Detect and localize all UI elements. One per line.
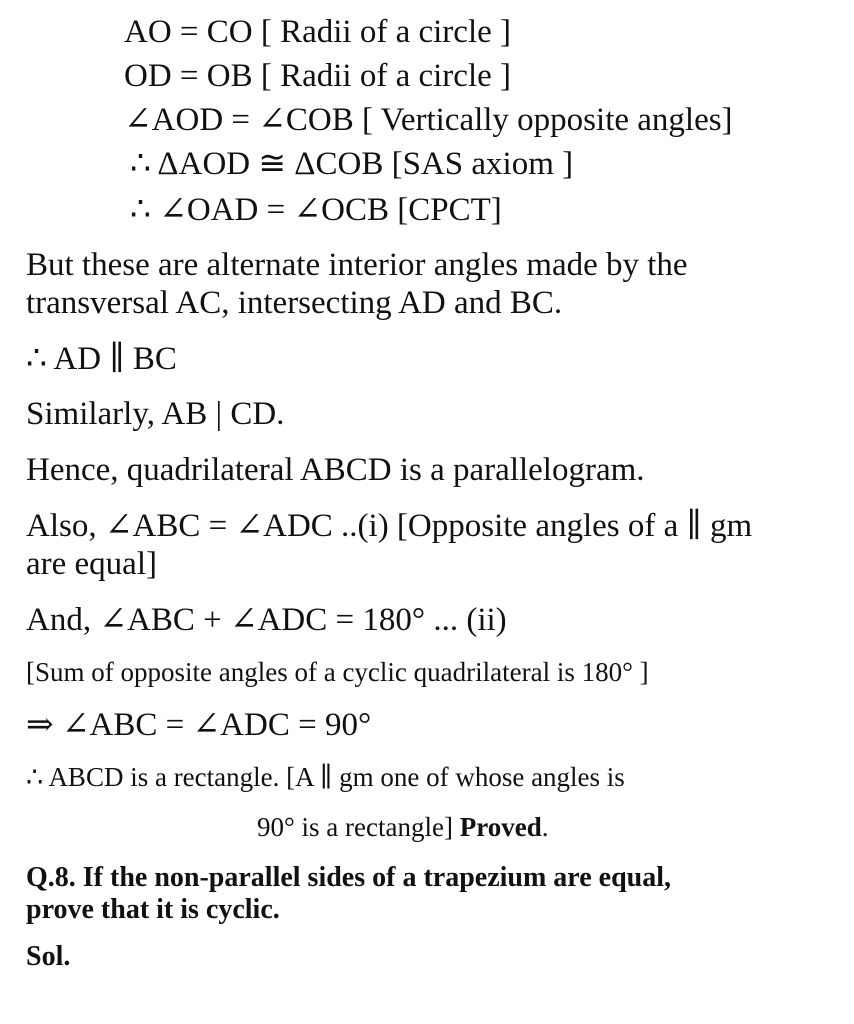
proof-step-3: ∠AOD = ∠COB [ Vertically opposite angles] [124, 102, 733, 138]
alternate-line-2: transversal AC, intersecting AD and BC. [26, 285, 563, 321]
alternate-line-1: But these are alternate interior angles made by the [26, 247, 688, 283]
proof-step-4: ∴ ΔAOD ≅ ΔCOB [SAS axiom ] [130, 146, 574, 182]
opposite-angles-line-1: Also, ∠ABC = ∠ADC ..(i) [Opposite angles of a ∥ gm [26, 508, 753, 544]
opposite-angles-line-2: are equal] [26, 546, 157, 582]
proved-period: . [541, 812, 549, 842]
rectangle-reason [257, 814, 548, 841]
parallelogram-statement: Hence, quadrilateral ABCD is a parallelogram. [26, 452, 645, 488]
similarly-statement: Similarly, AB | CD. [26, 396, 285, 432]
rectangle-reason-text: 90° is a rectangle] [257, 812, 453, 842]
parallel-conclusion: ∴ AD ∥ BC [26, 341, 177, 377]
angle-sum-equation: And, ∠ABC + ∠ADC = 180° ... (ii) [26, 602, 507, 638]
proof-step-5: ∴ ∠OAD = ∠OCB [CPCT] [130, 192, 502, 228]
question-line-2: prove that it is cyclic. [26, 894, 280, 925]
question-line-1: Q.8. If the non-parallel sides of a trapezium are equal, [26, 862, 672, 893]
solution-label: Sol. [26, 941, 71, 972]
right-angle-result: ⇒ ∠ABC = ∠ADC = 90° [26, 707, 372, 743]
proof-step-2: OD = OB [ Radii of a circle ] [124, 58, 511, 94]
proof-step-1: AO = CO [ Radii of a circle ] [124, 14, 511, 50]
angle-sum-reason: [Sum of opposite angles of a cyclic quadrilateral is 180° ] [26, 657, 649, 687]
proved-label: Proved [459, 812, 542, 842]
rectangle-conclusion: ∴ ABCD is a rectangle. [A ∥ gm one of whose angles is [26, 762, 625, 792]
